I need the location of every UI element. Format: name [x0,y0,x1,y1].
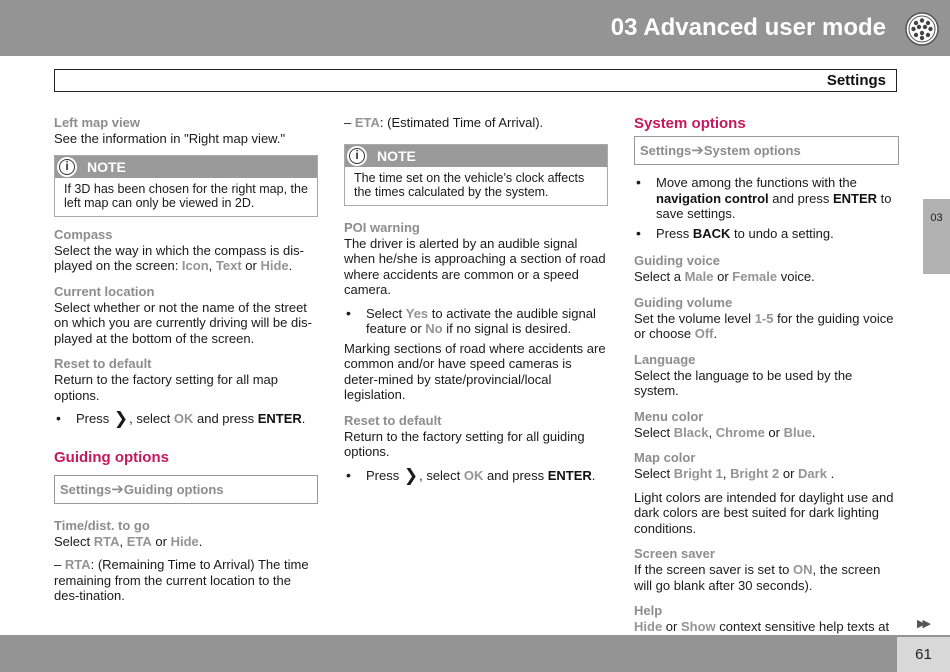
list-item: • Press ❯, select OK and press ENTER. [54,411,318,427]
heading-guiding-options: Guiding options [54,448,169,466]
list-item: • Select Yes to activate the audible signal feature or No if no signal is desired. [344,306,608,337]
page-number: 61 [897,637,950,672]
chevron-right-icon: ❯ [403,465,419,485]
heading-system-options: System options [634,115,746,132]
bullet-list [344,465,608,485]
section-label: Settings [826,72,886,89]
text-language: Select the language to be used by the system. [634,367,853,398]
text-map-color-note: Light colors are intended for daylight use and dark colors are best suited for dark lighting conditions. [634,489,894,536]
menu-path-guiding-options: Settings➔Guiding options [54,475,318,504]
heading-reset-map: Reset to default [54,356,152,371]
arrow-right-icon: ➔ [691,142,704,159]
note-label: NOTE [377,147,416,164]
text-time-dist: Select RTA, ETA or Hide. [54,533,203,549]
text-map-color: Select Bright 1, Bright 2 or Dark . [634,466,835,481]
heading-help: Help [634,603,663,618]
list-item: • Move among the functions with the navigation control and press ENTER to save settings. [634,175,899,222]
column-2 [344,115,608,487]
heading-guiding-voice: Guiding voice [634,253,720,268]
note-label: NOTE [87,158,126,175]
info-icon: i [347,146,367,166]
note-text: If 3D has been chosen for the right map, the left map can only be viewed in 2D. [64,181,308,210]
heading-guiding-volume: Guiding volume [634,294,733,310]
bullet-list [634,175,899,241]
heading-time-dist: Time/dist. to go [54,517,150,533]
note-text: The time set on the vehicle’s clock affects the times calculated by the system. [354,170,585,199]
text-reset-guiding: Return to the factory setting for all guiding options. [344,428,585,459]
heading-reset-guiding: Reset to default [344,412,442,428]
heading-screen-saver: Screen saver [634,546,715,561]
chapter-side-tab: 03 [923,199,950,274]
footer-bar [0,635,950,672]
text-poi-legislation: Marking sections of road where accidents are common and/or have speed cameras is deter-mined by state/provincial/local legislation. [344,340,606,402]
text-guiding-volume: Set the volume level 1-5 for the guiding voice or choose Off. [634,310,894,341]
column-3 [634,115,899,650]
section-header-box [54,69,897,92]
text-guiding-voice: Select a Male or Female voice. [634,269,815,284]
bullet-list [54,411,318,427]
chapter-title: 03 Advanced user mode [610,14,886,41]
heading-compass: Compass [54,226,113,242]
text-reset-map: Return to the factory setting for all map options. [54,372,278,403]
heading-menu-color: Menu color [634,408,704,424]
list-item: • Press ❯, select OK and press ENTER. [344,468,608,484]
chevron-right-icon: ❯ [113,409,129,428]
menu-path-system-options: Settings➔System options [634,136,899,165]
text-help: Hide or Show context sensitive help texts at [634,619,890,634]
arrow-right-icon: ➔ [111,480,124,498]
heading-language: Language [634,351,696,367]
info-icon: i [57,157,77,177]
chapter-emblem-icon [905,12,939,46]
text-left-map-view: See the information in "Right map view." [54,131,286,146]
next-page-icon: ▶▶ [917,618,928,630]
text-poi-warning: The driver is alerted by an audible signal when he/she is approaching a section of road where accidents are common or a speed camera. [344,235,606,297]
text-eta: – ETA: (Estimated Time of Arrival). [344,115,544,130]
list-item: • Press BACK to undo a setting. [634,226,899,242]
heading-map-color: Map color [634,450,696,465]
note-box [54,155,318,217]
text-menu-color: Select Black, Chrome or Blue. [634,424,816,440]
text-rta: – RTA: (Remaining Time to Arrival) The time remaining from the current location to the des-tination. [54,557,309,603]
column-1 [54,115,318,604]
heading-poi-warning: POI warning [344,219,420,235]
bullet-list [344,306,608,337]
text-compass: Select the way in which the compass is dis-played on the screen: Icon, Text or Hide. [54,242,304,273]
note-box [344,144,608,206]
text-current-location: Select whether or not the name of the street on which you are currently driving will be dis-played at the bottom of the screen. [54,299,312,346]
text-screen-saver: If the screen saver is set to ON, the screen will go blank after 30 seconds). [634,562,881,593]
heading-current-location: Current location [54,283,155,299]
heading-left-map-view: Left map view [54,115,140,130]
